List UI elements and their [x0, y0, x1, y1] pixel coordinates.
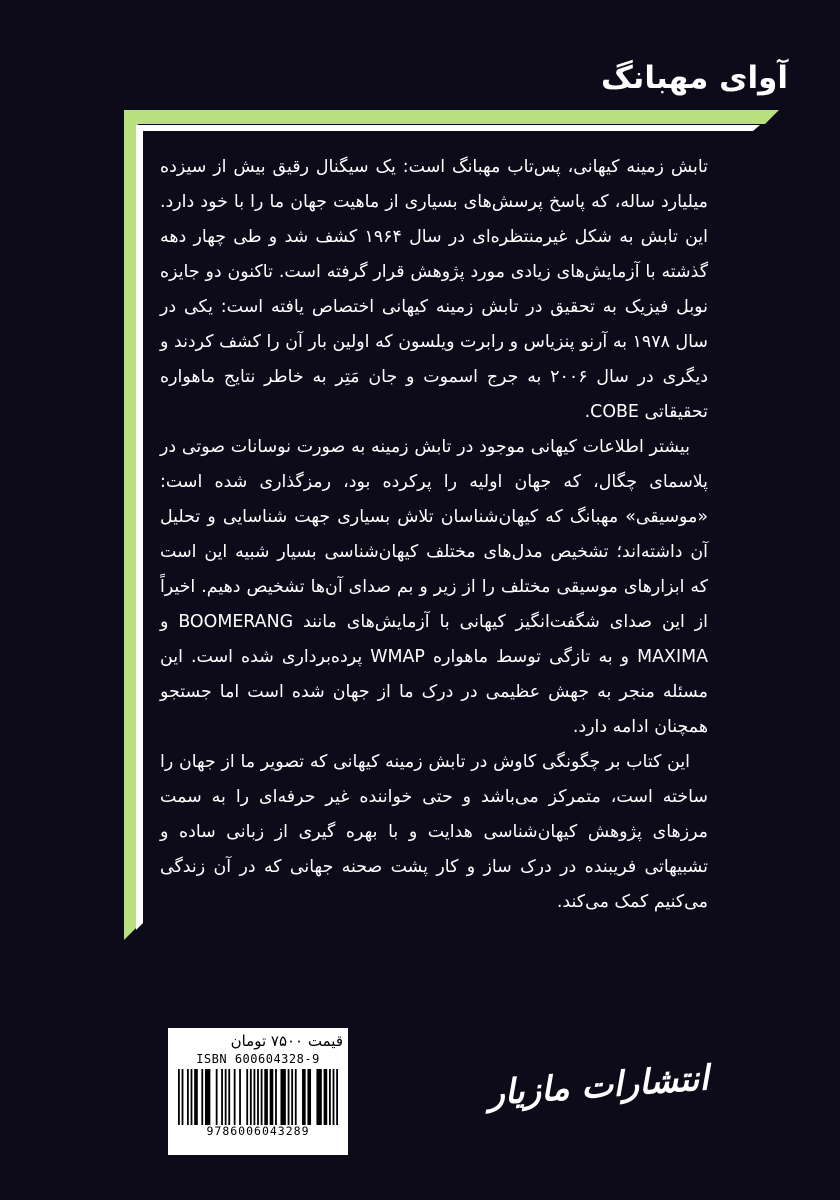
barcode-bar [254, 1069, 256, 1125]
publisher-logo: انتشارات مازیار [486, 1058, 710, 1114]
barcode-bar [201, 1069, 203, 1125]
barcode-bar [221, 1069, 223, 1125]
barcode-bar [329, 1069, 331, 1125]
barcode-bar [270, 1069, 274, 1125]
barcode-bar [182, 1069, 184, 1125]
barcode-bar [261, 1069, 263, 1125]
barcode-bar [205, 1069, 210, 1125]
barcode-bar [191, 1069, 193, 1125]
blurb-paragraph-1: تابش زمینه کیهانی، پس‌تاب مهبانگ است: یک سیگنال رقیق بیش از سیزده میلیارد ساله، که پاسخ پرسش‌های بسیاری از ماهیت جهان ما را با خود دارد. این تابش به شکل غیرمنتظره‌ای در سال ۱۹۶۴ کشف شد و طی چهار دهه گذشته با آزمایش‌های زیادی مورد پژوهش قرار گرفته است. تاکنون دو جایزه نوبل فیزیک به تحقیق در تابش زمینه کیهانی اختصاص یافته است: یکی در سال ۱۹۷۸ به آرنو پنزیاس و رابرت ویلسون که اولین بار آن را کشف کردند و دیگری در سال ۲۰۰۶ به جرج اسموت و جان مَتِر به خاطر نتایج ماهواره تحقیقاتی COBE. [160, 157, 708, 422]
barcode-digits: 9786006043289 [206, 1124, 310, 1138]
barcode-bar [257, 1069, 259, 1125]
barcode-bar [246, 1069, 248, 1125]
barcode-bar [216, 1069, 218, 1125]
barcode-bar [264, 1069, 268, 1125]
barcode-bar [291, 1069, 293, 1125]
barcode-bar [295, 1069, 297, 1125]
barcode-bar [336, 1069, 338, 1125]
barcode-bar [288, 1069, 290, 1125]
barcode-bar [239, 1069, 241, 1125]
barcode-bar [228, 1069, 230, 1125]
barcode-bar [275, 1069, 277, 1125]
barcode-bars [175, 1069, 341, 1125]
barcode-bar [307, 1069, 311, 1125]
barcode-label [168, 1028, 348, 1155]
barcode-bar [333, 1069, 335, 1125]
blurb-text [160, 150, 708, 920]
blurb-paragraph-2: بیشتر اطلاعات کیهانی موجود در تابش زمینه به صورت نوسانات صوتی در پلاسمای چگال، که جهان اولیه را پرکرده بود، رمزگذاری شده است: «موسیقی» مهبانگ که کیهان‌شناسان تلاش بسیاری جهت شناسایی و تحلیل آن داشته‌اند؛ تشخیص مدل‌های مختلف کیهان‌شناسی بسیار شبیه این است که ابزارهای موسیقی مختلف را از زیر و بم صدای آن‌ها تشخیص دهیم. اخیراً از این صدای شگفت‌انگیز کیهانی با آزمایش‌های مانند BOOMERANG و MAXIMA و به تازگی توسط ماهواره WMAP پرده‌برداری شده است. این مسئله منجر به جهش عظیمی در درک ما از جهان شده است اما جستجو همچنان ادامه دارد. [160, 437, 709, 737]
barcode-bar [250, 1069, 252, 1125]
barcode-bar [194, 1069, 198, 1125]
isbn-text: ISBN 600604328-9 [196, 1052, 320, 1066]
barcode-bar [316, 1069, 321, 1125]
price-text: قیمت ۷۵۰۰ تومان [230, 1032, 343, 1050]
barcode-bar [187, 1069, 189, 1125]
book-title: آوای مهبانگ [600, 60, 788, 96]
barcode-bar [178, 1069, 180, 1125]
barcode-bar [225, 1069, 227, 1125]
barcode-bar [302, 1069, 306, 1125]
barcode-bar [234, 1069, 236, 1125]
blurb-paragraph-3: این کتاب بر چگونگی کاوش در تابش زمینه کیهانی که تصویر ما از جهان را ساخته است، متمرکز می‌باشد و حتی خواننده غیر حرفه‌ای را به سمت مرزهای پژوهش کیهان‌شناسی هدایت و با بهره گیری از زبانی ساده و تشبیهاتی فریبنده در درک ساز و کار پشت صحنه جهانی که در آن زندگی می‌کنیم کمک می‌کند. [160, 752, 708, 912]
barcode-bar [324, 1069, 328, 1125]
barcode-bar [280, 1069, 285, 1125]
